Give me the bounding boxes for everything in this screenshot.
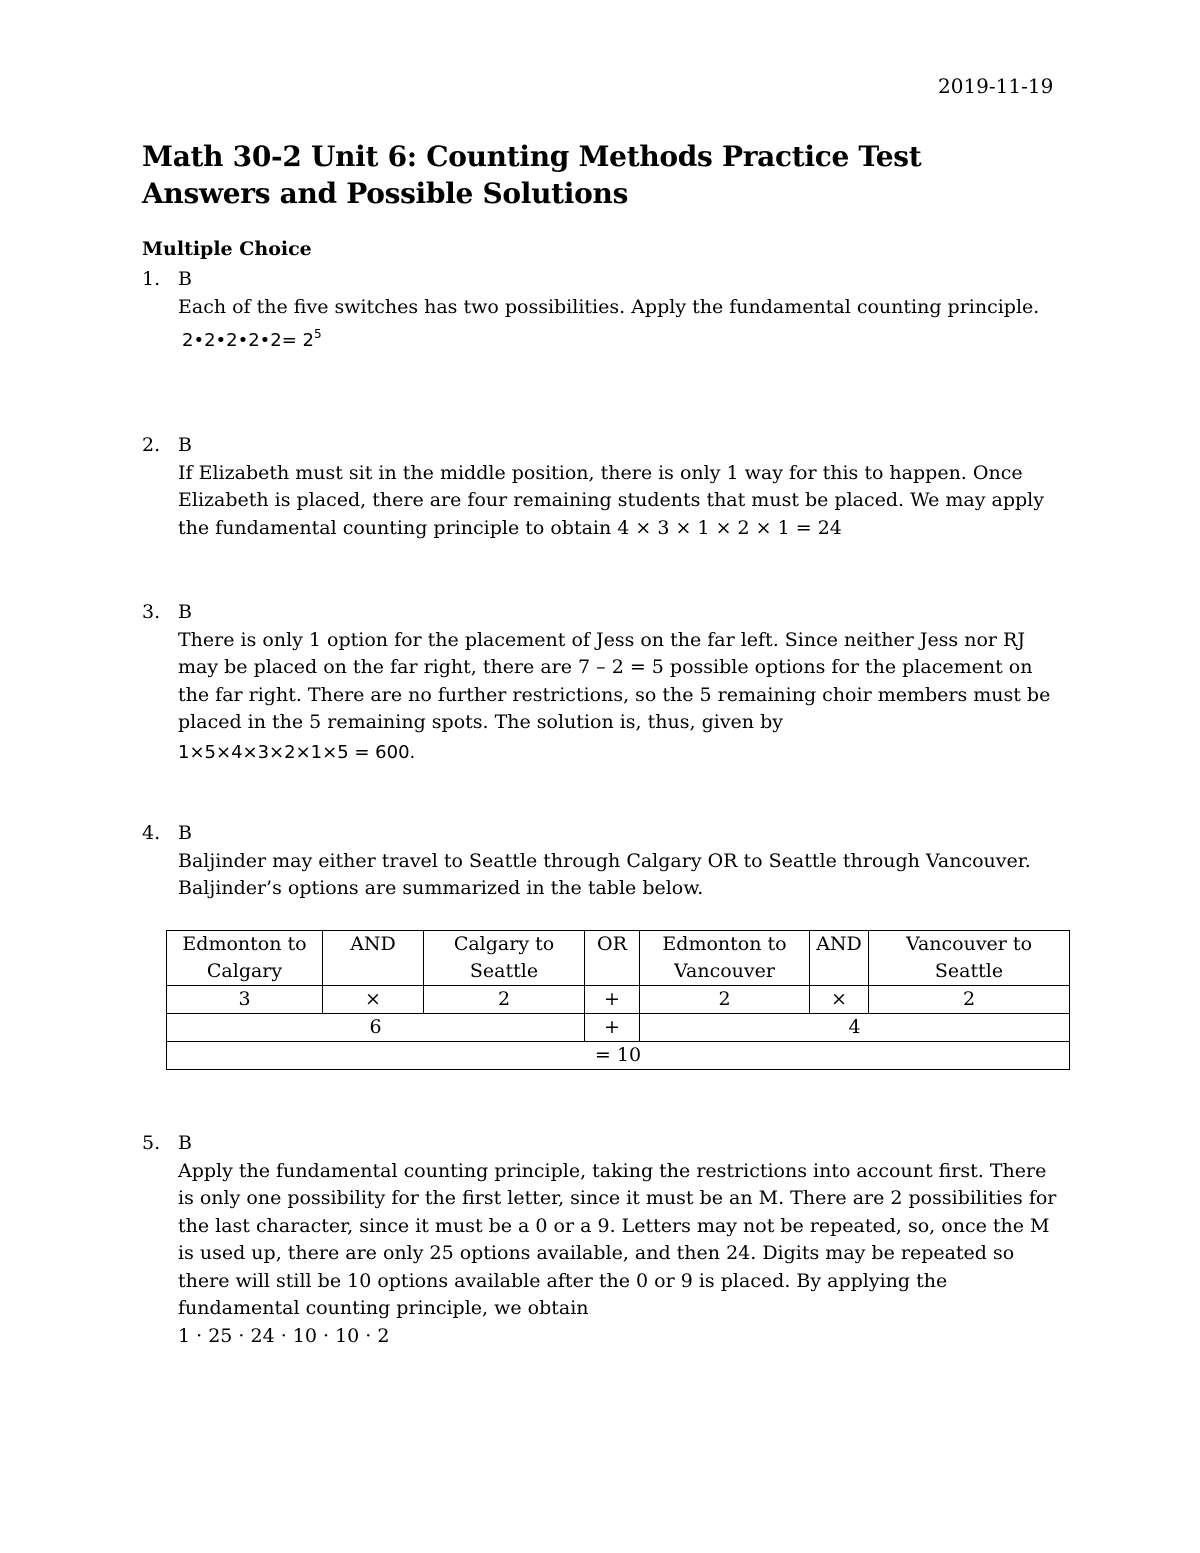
page-title — [142, 138, 921, 212]
table-cell: × — [323, 986, 424, 1014]
question-number: 2. — [142, 434, 161, 456]
solution-text: If Elizabeth must sit in the middle position, there is only 1 way for this to happen. Once Elizabeth is placed, there are four remaining students that must be placed. We may apply the fundamental counting principle to obtain 4 × 3 × 1 × 2 × 1 = 24 — [178, 461, 1044, 539]
table-header-cell: Calgary to Seattle — [424, 931, 585, 986]
solution-text: Each of the five switches has two possibilities. Apply the fundamental counting principle. — [178, 295, 1040, 318]
title-line-1: Math 30-2 Unit 6: Counting Methods Practice Test — [142, 140, 922, 173]
answer-letter: B — [178, 268, 192, 290]
table-row — [167, 986, 1070, 1014]
question-1 — [142, 266, 1062, 355]
table-total-cell: = 10 — [167, 1042, 1070, 1070]
question-4 — [142, 820, 1062, 903]
solution-text: Baljinder may either travel to Seattle through Calgary OR to Seattle through Vancouver. Baljinder’s options are summarized in the table below. — [178, 849, 1031, 899]
table-header-cell: Edmonton to Vancouver — [640, 931, 810, 986]
table-cell: 2 — [640, 986, 810, 1014]
answer-letter: B — [178, 1132, 192, 1154]
solution-expression: 1×5×4×3×2×1×5 = 600. — [178, 741, 416, 763]
solution-text: There is only 1 option for the placement of Jess on the far left. Since neither Jess nor RJ may be placed on the far right, there are 7 – 2 = 5 possible options for the placement on the far right. There are no further restrictions, so the 5 remaining choir members must be placed in the 5 remaining spots. The solution is, thus, given by — [178, 628, 1051, 733]
question-3 — [142, 599, 1062, 766]
table-header-cell: Vancouver to Seattle — [869, 931, 1070, 986]
table-header-cell: Edmonton to Calgary — [167, 931, 323, 986]
table-header-cell: AND — [323, 931, 424, 986]
table-cell: + — [585, 1014, 640, 1042]
table-cell: 2 — [869, 986, 1070, 1014]
table-header-cell: OR — [585, 931, 640, 986]
table-cell: 4 — [640, 1014, 1070, 1042]
answer-letter: B — [178, 822, 192, 844]
title-line-2: Answers and Possible Solutions — [142, 177, 629, 210]
solution-expression: 1 · 25 · 24 · 10 · 10 · 2 — [178, 1324, 390, 1347]
table-header-row — [167, 931, 1070, 986]
table-header-cell: AND — [810, 931, 869, 986]
options-table — [166, 930, 1070, 1070]
question-5 — [142, 1130, 1062, 1350]
table-cell: × — [810, 986, 869, 1014]
solution-text: Apply the fundamental counting principle, taking the restrictions into account first. There is only one possibility for the first letter, since it must be an M. There are 2 possibilities for the last character, since it must be a 0 or a 9. Letters may not be repeated, so, once the M is used up, there are only 25 options available, and then 24. Digits may be repeated so there will still be 10 options available after the 0 or 9 is placed. By applying the fundamental counting principle, we obtain — [178, 1159, 1057, 1319]
table-row — [167, 1014, 1070, 1042]
question-number: 1. — [142, 268, 161, 290]
solution-expression — [182, 321, 1062, 355]
table-cell: 6 — [167, 1014, 585, 1042]
expression-base: 2•2•2•2•2= 2 — [182, 330, 314, 351]
table-cell: + — [585, 986, 640, 1014]
answer-letter: B — [178, 434, 192, 456]
question-number: 5. — [142, 1132, 161, 1154]
section-heading: Multiple Choice — [142, 238, 312, 260]
table-cell: 2 — [424, 986, 585, 1014]
table-cell: 3 — [167, 986, 323, 1014]
question-2 — [142, 432, 1062, 542]
table-row — [167, 1042, 1070, 1070]
answer-letter: B — [178, 601, 192, 623]
question-number: 4. — [142, 822, 161, 844]
expression-exponent: 5 — [314, 327, 322, 341]
document-date: 2019-11-19 — [938, 74, 1054, 98]
question-number: 3. — [142, 601, 161, 623]
